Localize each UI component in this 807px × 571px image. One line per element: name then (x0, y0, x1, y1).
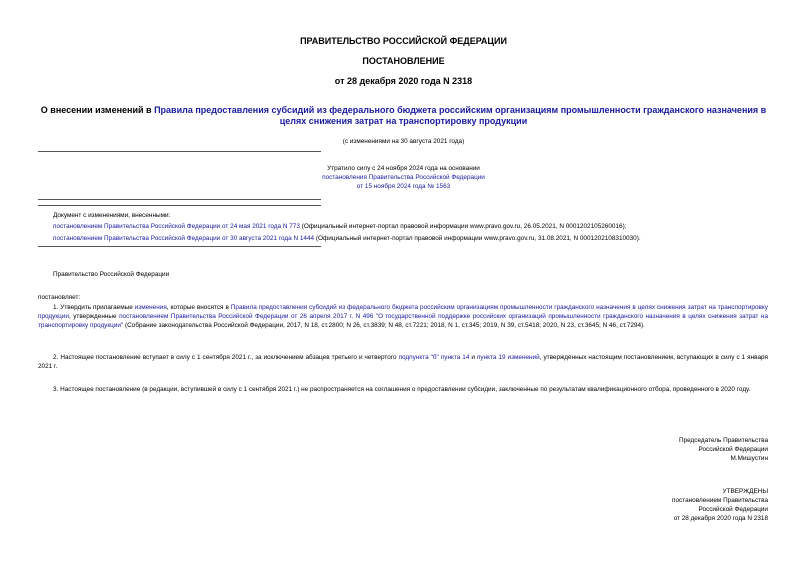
document-title (40, 105, 767, 127)
expiry-decree-date-link[interactable]: от 15 ноября 2024 года № 1563 (356, 183, 451, 190)
changes-link[interactable]: изменения (134, 304, 167, 311)
decree-496-link[interactable]: постановлением Правительства Российской Федерации от 26 апреля 2017 г. N 496 "О государственной поддержке российских организаций промышленности гражданского назначения в целях снижения затрат на транспортировку продукции" (38, 313, 768, 329)
amendment-source: (Официальный интернет-портал правовой информации www.pravo.gov.ru, 26.05.2021, N 0001202105260016); (299, 223, 627, 230)
p2-text: 2. Настоящее постановление вступает в силу с 1 сентября 2021 г., за исключением абзацев третьего и четвертого (53, 354, 399, 361)
divider (38, 205, 321, 206)
approval-date: от 28 декабря 2020 года N 2318 (673, 515, 768, 522)
subpoint-14-link[interactable]: подпункта "б" пункта 14 (398, 354, 470, 361)
amendments-block (53, 211, 768, 243)
expiry-text: Утратило силу с 24 ноября 2024 года на основании (327, 165, 480, 172)
decrees-line: постановляет: (38, 294, 81, 301)
p2-text: и (469, 354, 477, 361)
approval-block (672, 487, 768, 523)
expiry-notice (0, 164, 807, 191)
amendment-source: (Официальный интернет-портал правовой информации www.pravo.gov.ru, 31.08.2021, N 0001202108310030). (314, 235, 641, 242)
document-type: ПОСТАНОВЛЕНИЕ (362, 56, 445, 66)
amendments-heading: Документ с изменениями, внесенными: (53, 212, 171, 219)
signature-block (679, 436, 768, 463)
revision-note: (с изменениями на 30 августа 2021 года) (342, 138, 465, 145)
approval-title: УТВЕРЖДЕНЫ (722, 488, 768, 495)
p1-text: (Собрание законодательства Российской Федерации, 2017, N 18, ст.2800; N 26, ст.3839; N 48, ст.7221; 2018, N 1, ст.345; 2019, N 39, ст.5418; 2020, N 23, ст.3645; N 46, ст.7294). (123, 322, 645, 329)
expiry-decree-link[interactable]: постановления Правительства Российской Федерации (322, 174, 485, 181)
signature-country: Российской Федерации (698, 446, 768, 453)
point-19-link[interactable]: пункта 19 изменений (476, 354, 540, 361)
issuer-heading: ПРАВИТЕЛЬСТВО РОССИЙСКОЙ ФЕДЕРАЦИИ (300, 36, 507, 46)
amendment-link[interactable]: постановлением Правительства Российской Федерации от 30 августа 2021 года N 1444 (53, 235, 315, 242)
approval-line: постановлением Правительства (672, 497, 768, 504)
paragraph-3: 3. Настоящее постановление (в редакции, вступившей в силу с 1 сентября 2021 г.) не распространяется на соглашения о предоставлении субсидии, заключенные по результатам квалификационного отбора, проведенного в 2020 году. (53, 386, 751, 393)
signature-name: М.Мишустин (730, 455, 768, 462)
p1-text: 1. Утвердить прилагаемые (53, 304, 135, 311)
document-date-number: от 28 декабря 2020 года N 2318 (334, 76, 473, 86)
rules-link[interactable]: Правила предоставления субсидий из федерального бюджета российским организациям промышленности гражданского назначения в целях снижения затрат на транспортировку продукции (154, 105, 767, 126)
approval-line: Российской Федерации (698, 506, 768, 513)
signature-position: Председатель Правительства (679, 437, 768, 444)
paragraph-1 (38, 303, 768, 330)
divider (38, 151, 321, 152)
amendment-item (53, 222, 768, 231)
p1-text: , которые вносятся в (166, 304, 231, 311)
divider (38, 199, 321, 200)
title-prefix: О внесении изменений в (40, 105, 155, 115)
paragraph-2 (38, 353, 768, 371)
p1-text: , утвержденные (68, 313, 120, 320)
p2-text: , утвержденных настоящим постановлением, вступающих в силу с 1 января 2021 г. (38, 354, 768, 370)
divider (38, 246, 321, 247)
amendment-link[interactable]: постановлением Правительства Российской Федерации от 24 мая 2021 года N 773 (53, 223, 300, 230)
amendment-item (53, 234, 768, 243)
rules-link-body[interactable]: Правила предоставления субсидий из федерального бюджета российским организациям промышленности гражданского назначения в целях снижения затрат на транспортировку продукции (38, 304, 768, 320)
issuer-line: Правительство Российской Федерации (53, 271, 170, 278)
